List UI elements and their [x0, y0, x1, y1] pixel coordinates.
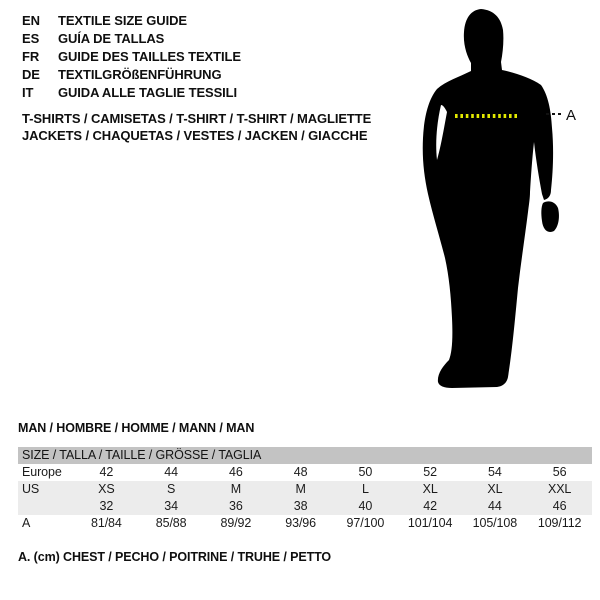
size-cell: 36	[229, 499, 243, 513]
size-cell: 93/96	[285, 516, 317, 530]
table-row	[18, 515, 592, 532]
language-row	[22, 12, 241, 30]
row-label	[18, 498, 74, 515]
man-silhouette-figure	[405, 2, 595, 398]
size-cell: XXL	[547, 482, 572, 496]
size-cell: M	[230, 482, 242, 496]
table-row	[18, 498, 592, 515]
language-list	[22, 12, 241, 102]
language-label: GUIDE DES TAILLES TEXTILE	[58, 49, 241, 64]
size-cell: 44	[164, 465, 178, 479]
size-cell: L	[361, 482, 369, 496]
language-label: TEXTILE SIZE GUIDE	[58, 13, 187, 28]
size-cell: XL	[487, 482, 503, 496]
body-shape	[423, 9, 553, 388]
language-label: GUÍA DE TALLAS	[58, 31, 165, 46]
marker-label: A	[566, 107, 576, 124]
size-cell: XS	[98, 482, 115, 496]
size-cell: 54	[488, 465, 502, 479]
size-cell: 46	[552, 499, 567, 513]
section-title: MAN / HOMBRE / HOMME / MANN / MAN	[18, 421, 255, 435]
size-cell: 109/112	[537, 516, 582, 530]
row-label: A	[22, 516, 31, 530]
size-cell: S	[167, 482, 176, 496]
size-cell: XL	[422, 482, 438, 496]
size-cell: 34	[164, 499, 178, 513]
size-table	[18, 447, 592, 532]
language-row	[22, 84, 241, 102]
category-line: T-SHIRTS / CAMISETAS / T-SHIRT / T-SHIRT / MAGLIETTE	[22, 111, 372, 126]
language-row	[22, 66, 241, 84]
size-cell: 101/104	[407, 516, 453, 530]
table-row	[18, 481, 592, 498]
category-line: JACKETS / CHAQUETAS / VESTES / JACKEN / GIACCHE	[22, 128, 368, 143]
size-table-rows	[18, 464, 592, 532]
size-cell: 44	[488, 499, 502, 513]
size-cell: 89/92	[220, 516, 252, 530]
size-cell: 85/88	[155, 516, 187, 530]
size-cell: 56	[552, 465, 567, 479]
table-row	[18, 464, 592, 481]
size-cell: 40	[358, 499, 373, 513]
measurement-footnote: A. (cm) CHEST / PECHO / POITRINE / TRUHE / PETTO	[18, 550, 332, 564]
language-code: EN	[22, 13, 40, 28]
size-cell: 32	[99, 499, 114, 513]
size-cell: 52	[423, 465, 437, 479]
size-cell: 42	[99, 465, 114, 479]
size-cell: 46	[229, 465, 243, 479]
language-label: TEXTILGRÖßENFÜHRUNG	[58, 67, 222, 82]
category-list	[22, 110, 371, 144]
size-cell: 105/108	[472, 516, 518, 530]
language-row	[22, 30, 241, 48]
size-cell: 50	[358, 465, 373, 479]
row-label: Europe	[22, 465, 62, 479]
language-code: IT	[22, 85, 34, 100]
size-cell: M	[295, 482, 306, 496]
language-code: FR	[22, 49, 40, 64]
size-table-header: SIZE / TALLA / TAILLE / GRÖSSE / TAGLIA	[18, 447, 592, 464]
man-silhouette	[423, 9, 576, 388]
language-code: DE	[22, 67, 40, 82]
size-cell: 48	[293, 465, 308, 479]
hand-shape	[541, 201, 559, 232]
language-label: GUIDA ALLE TAGLIE TESSILI	[58, 85, 238, 100]
language-code: ES	[22, 31, 40, 46]
size-cell: 42	[423, 499, 437, 513]
row-label: US	[22, 482, 40, 496]
language-row	[22, 48, 241, 66]
size-cell: 97/100	[346, 516, 385, 530]
size-cell: 81/84	[90, 516, 122, 530]
size-cell: 38	[293, 499, 308, 513]
